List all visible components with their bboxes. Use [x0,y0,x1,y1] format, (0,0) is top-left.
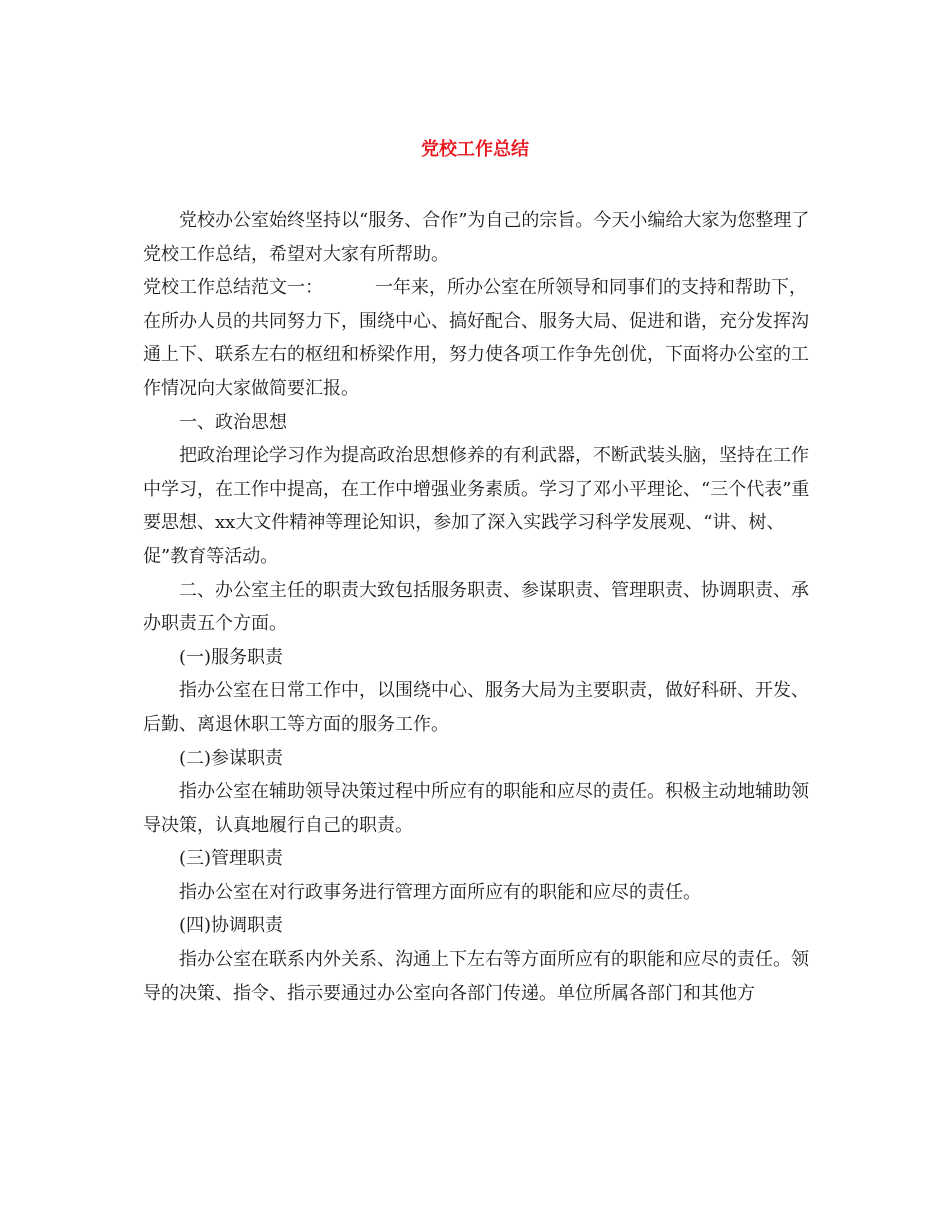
duty-text-service: 指办公室在日常工作中，以围绕中心、服务大局为主要职责，做好科研、开发、后勤、离退休职工等方面的服务工作。 [143,680,809,735]
section-heading-politics: 一、政治思想 [179,411,287,433]
duty-text-management: 指办公室在对行政事务进行管理方面所应有的职能和应尽的责任。 [179,881,701,903]
duty-heading-coordination: (四)协调职责 [179,915,284,937]
section-text-politics: 把政治理论学习作为提高政治思想修养的有利武器，不断武装头脑，坚持在工作中学习，在工作中提高，在工作中增强业务素质。学习了邓小平理论、“三个代表”重要思想、xx大文件精神等理论知识，参加了深入实践学习科学发展观、“讲、树、促”教育等活动。 [143,445,810,567]
duty-heading-advisory: (二)参谋职责 [179,747,284,769]
sample-label: 党校工作总结范文一： [143,277,323,299]
sample-paragraph [143,271,813,405]
sample-intro: 一年来，所办公室在所领导和同事们的支持和帮助下，在所办人员的共同努力下，围绕中心、搞好配合、服务大局、促进和谐，充分发挥沟通上下、联系左右的枢纽和桥梁作用，努力使各项工作争先创优，下面将办公室的工作情况向大家做简要汇报。 [143,277,809,399]
duty-heading-management: (三)管理职责 [179,848,284,870]
section-text-duties: 二、办公室主任的职责大致包括服务职责、参谋职责、管理职责、协调职责、承办职责五个方面。 [143,579,809,635]
document-title: 党校工作总结 [421,139,529,160]
intro-paragraph: 党校办公室始终坚持以“服务、合作”为自己的宗旨。今天小编给大家为您整理了党校工作总结，希望对大家有所帮助。 [143,210,810,265]
document-body [143,204,813,1010]
duty-text-advisory: 指办公室在辅助领导决策过程中所应有的职能和应尽的责任。积极主动地辅助领导决策，认真地履行自己的职责。 [143,781,809,836]
duty-heading-service: (一)服务职责 [179,646,284,668]
duty-text-coordination: 指办公室在联系内外关系、沟通上下左右等方面所应有的职能和应尽的责任。领导的决策、指令、指示要通过办公室向各部门传递。单位所属各部门和其他方 [143,949,809,1004]
